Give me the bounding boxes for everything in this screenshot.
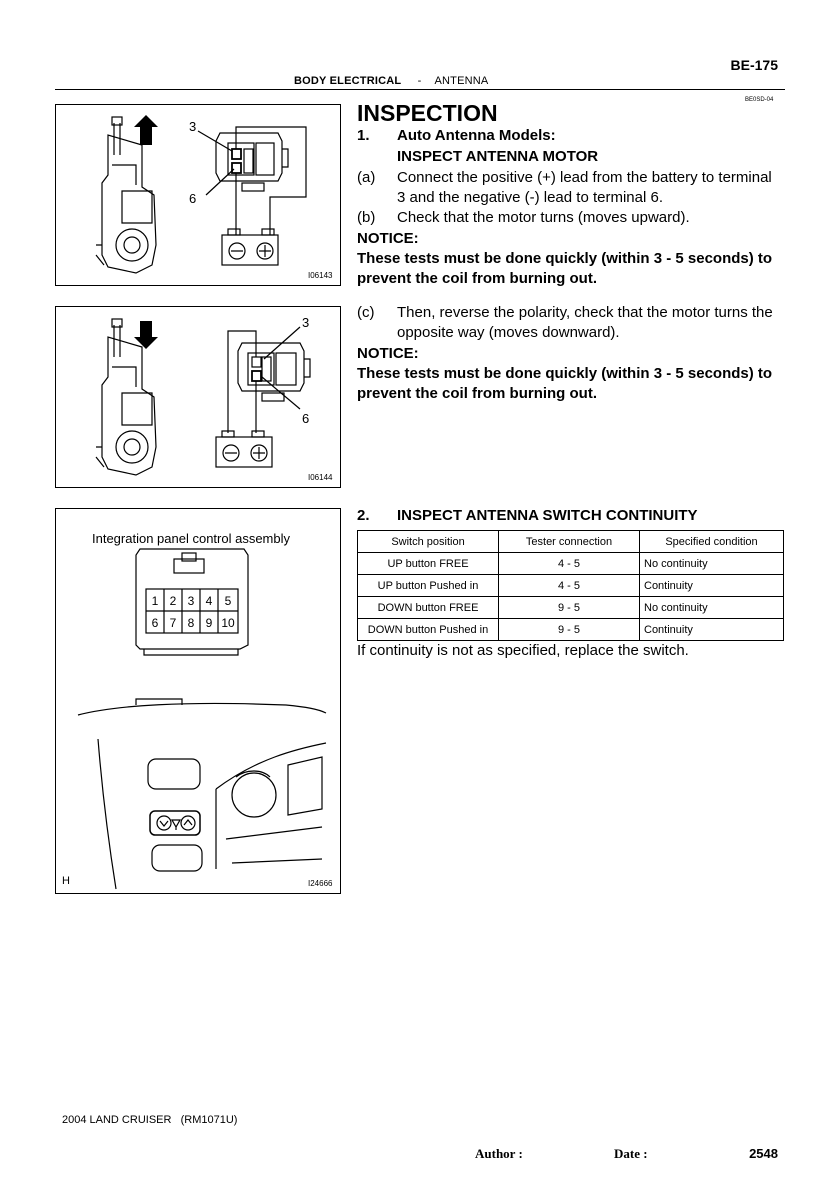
pin-9: 9 (205, 616, 213, 630)
table-cell: 4 - 5 (499, 575, 640, 597)
table-cell: UP button Pushed in (358, 575, 499, 597)
figure-id: I06144 (308, 473, 333, 482)
page-code: BE-175 (730, 57, 778, 73)
header-rule (55, 89, 785, 90)
table-cell: 9 - 5 (499, 619, 640, 641)
table-cell: No continuity (640, 553, 784, 575)
notice2-title: NOTICE: (357, 345, 419, 362)
section-sep: - (417, 75, 422, 87)
table-cell: DOWN button FREE (358, 597, 499, 619)
step2-title: INSPECT ANTENNA SWITCH CONTINUITY (397, 507, 698, 524)
figure-caption: Integration panel control assembly (92, 531, 291, 546)
terminal-label-3: 3 (189, 119, 197, 134)
terminal-label-6: 6 (189, 191, 197, 206)
antenna-motor-up-diagram (56, 105, 340, 285)
antenna-motor-down-diagram (56, 307, 340, 487)
figure-antenna-up (55, 104, 341, 286)
step-c-line1: Then, reverse the polarity, check that the motor turns the (397, 304, 773, 321)
pin-5: 5 (224, 594, 232, 608)
notice1-line1: These tests must be done quickly (within 3 - 5 seconds) to (357, 250, 773, 267)
arrow-up-icon (134, 115, 158, 145)
page-number: 2548 (749, 1146, 778, 1161)
section-category: BODY ELECTRICAL (294, 75, 402, 87)
pin-8: 8 (187, 616, 195, 630)
table-cell: No continuity (640, 597, 784, 619)
table-row (358, 619, 784, 641)
step-c-line2: opposite way (moves downward). (397, 324, 620, 341)
column-header: Tester connection (499, 531, 640, 553)
step-b-label: (b) (357, 209, 376, 226)
page-title: INSPECTION (357, 100, 498, 126)
table-row (358, 575, 784, 597)
footer-model (62, 1114, 237, 1126)
arrow-down-icon (134, 321, 158, 349)
notice1-title: NOTICE: (357, 230, 419, 247)
pin-7: 7 (169, 616, 177, 630)
pin-3: 3 (187, 594, 195, 608)
table-cell: UP button FREE (358, 553, 499, 575)
section-topic: ANTENNA (434, 75, 489, 87)
table-row (358, 597, 784, 619)
connector-pins (146, 589, 238, 633)
table-cell: Continuity (640, 575, 784, 597)
pin-2: 2 (169, 594, 177, 608)
step-a-line2: 3 and the negative (-) lead to terminal 6. (397, 189, 663, 206)
table-cell: 4 - 5 (499, 553, 640, 575)
pin-4: 4 (205, 594, 213, 608)
figure-id: I06143 (308, 271, 333, 280)
column-header: Specified condition (640, 531, 784, 553)
notice2-line2: prevent the coil from burning out. (357, 385, 597, 402)
figure-integration-panel (55, 508, 341, 894)
figure-antenna-down (55, 306, 341, 488)
table-row (358, 553, 784, 575)
date-label: Date : (614, 1146, 648, 1161)
table-cell: 9 - 5 (499, 597, 640, 619)
continuity-table (357, 530, 784, 641)
table-cell: DOWN button Pushed in (358, 619, 499, 641)
doc-code: BE0SD-04 (745, 97, 774, 103)
integration-panel-diagram (56, 509, 340, 893)
step-b-text: Check that the motor turns (moves upward). (397, 209, 690, 226)
step1-title: Auto Antenna Models: (397, 127, 556, 144)
step-a-line1: Connect the positive (+) lead from the battery to terminal (397, 169, 772, 186)
pin-1: 1 (151, 594, 159, 608)
pin-10: 10 (221, 616, 235, 630)
notice2-line1: These tests must be done quickly (within 3 - 5 seconds) to (357, 365, 773, 382)
step-a-label: (a) (357, 169, 376, 186)
column-header: Switch position (358, 531, 499, 553)
terminal-label-3: 3 (302, 315, 310, 330)
step-c-label: (c) (357, 304, 375, 321)
author-label: Author : (475, 1146, 523, 1161)
footer-model-text: 2004 LAND CRUISER (RM1071U) (62, 1114, 238, 1126)
notice1-line2: prevent the coil from burning out. (357, 270, 597, 287)
figure-id: I24666 (308, 879, 333, 888)
table-header-row (358, 531, 784, 553)
pin-6: 6 (151, 616, 159, 630)
step2-note: If continuity is not as specified, replace the switch. (357, 642, 689, 659)
step1-subtitle: INSPECT ANTENNA MOTOR (397, 148, 599, 165)
terminal-label-6: 6 (302, 411, 310, 426)
table-cell: Continuity (640, 619, 784, 641)
step2-num: 2. (357, 507, 370, 524)
figure-corner-mark: H (62, 875, 70, 887)
step1-num: 1. (357, 127, 370, 144)
section-heading (294, 75, 488, 87)
